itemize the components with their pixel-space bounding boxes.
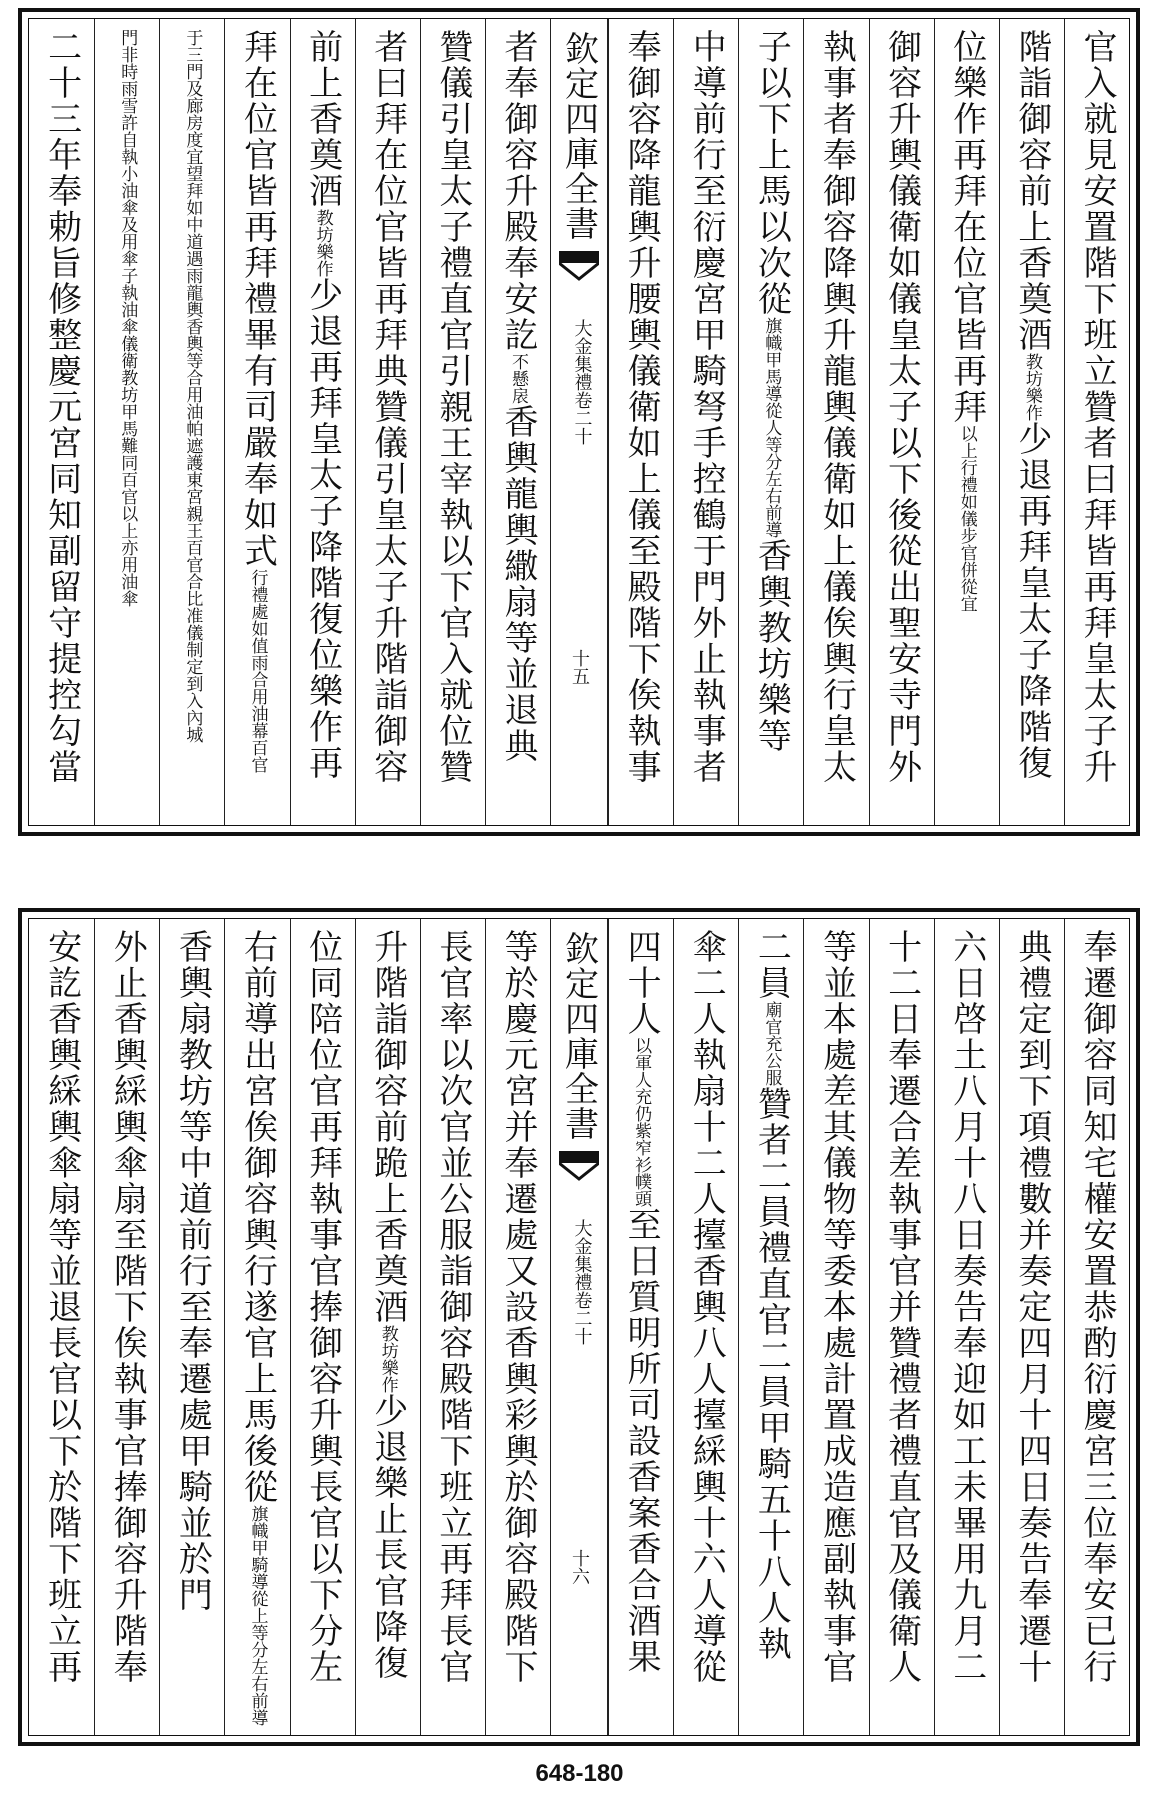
bottom-page-folio-number: 十六 — [569, 1549, 590, 1585]
top-page-inner-border — [28, 18, 1130, 826]
bottom-page-column-text: 等並本處差其儀物等委本處計置成造應副執事官 — [816, 929, 857, 1685]
bottom-page-column-text: 傘二人執扇十二人擡香輿八人擡綵輿十六人導從 — [686, 929, 727, 1685]
bottom-page-text-column — [290, 919, 355, 1735]
top-page-column-text: 位樂作再拜在位官皆再拜以上行禮如儀步官併從宜 — [946, 29, 987, 612]
top-page-column-text: 子以下上馬以次從旗幟甲馬導從人等分左右前導香輿教坊樂等 — [751, 29, 792, 754]
bottom-page-column-text: 典禮定到下項禮數并奏定四月十四日奏告奉遷十 — [1011, 929, 1052, 1685]
top-page-text-column — [803, 19, 868, 825]
bottom-page-column-text: 四十人以軍人充仍紫窄衫幞頭至日質明所司設香案香合酒果 — [621, 929, 662, 1675]
top-page — [18, 8, 1140, 836]
bottom-page-text-column — [159, 919, 224, 1735]
top-page-column-text: 中導前行至衍慶宮甲騎弩手控鶴于門外止執事者 — [686, 29, 727, 785]
annotation-note: 以上行禮如儀步官併從宜 — [956, 425, 977, 612]
bottom-page-text-column — [355, 919, 420, 1735]
top-page-text-column — [29, 19, 94, 825]
top-page-column-text: 拜在位官皆再拜禮畢有司嚴奉如式行禮處如值雨合用油幕百官 — [237, 29, 278, 773]
bottom-page-text-column — [608, 919, 673, 1735]
top-page-folio-number: 十五 — [569, 649, 590, 685]
bottom-page-text-column — [934, 919, 999, 1735]
top-page-text-column — [934, 19, 999, 825]
bottom-page-column-text: 等於慶元宮并奉遷處又設香輿彩輿於御容殿階下 — [497, 929, 538, 1685]
bottom-page-column-text: 升階詣御容前跪上香奠酒教坊樂作少退樂止長官降復 — [367, 929, 408, 1681]
top-page-text-column — [224, 19, 289, 825]
bottom-page-text-column — [224, 919, 289, 1735]
annotation-note: 于三門及廊房度宜望拜如中道遇雨龍輿香輿等合用油帕遮護東宮親王百官合比准儀制定到入內城 — [182, 29, 203, 743]
top-page-text-column — [608, 19, 673, 825]
bottom-page-column-text: 十二日奉遷合差執事官并贊禮者禮直官及儀衛人 — [881, 929, 922, 1685]
bottom-page-text-column — [738, 919, 803, 1735]
bottom-page-column-text: 香輿扇教坊等中道前行至奉遷處甲騎並於門 — [172, 929, 213, 1613]
top-page-column-text — [110, 29, 144, 607]
annotation-note: 教坊樂作 — [312, 209, 333, 277]
bottom-page — [18, 908, 1140, 1746]
top-page-text-column — [355, 19, 420, 825]
top-page-column-text: 者奉御容升殿奉安訖不懸扆香輿龍輿繖扇等並退典 — [497, 29, 538, 764]
top-page-text-column — [290, 19, 355, 825]
bottom-page-text-column — [485, 919, 550, 1735]
top-page-text-column — [94, 19, 159, 825]
bottom-page-column-text: 奉遷御容同知宅權安置恭酌衍慶宮三位奉安已行 — [1076, 929, 1117, 1685]
bottom-page-book-series-title: 欽定四庫全書 — [558, 931, 599, 1141]
top-page-column-text: 奉御容降龍輿升腰輿儀衛如上儀至殿階下俟執事 — [621, 29, 662, 785]
top-page-column-text — [175, 29, 209, 743]
top-page-column-text: 階詣御容前上香奠酒教坊樂作少退再拜皇太子降階復 — [1011, 29, 1052, 781]
bottom-page-text-column — [1064, 919, 1129, 1735]
top-page-text-column — [420, 19, 485, 825]
annotation-note: 旗幟甲馬導從人等分左右前導 — [761, 317, 782, 538]
top-page-column-text: 御容升輿儀衛如儀皇太子以下後從出聖安寺門外 — [881, 29, 922, 785]
annotation-note: 不懸扆 — [507, 353, 528, 404]
annotation-note: 教坊樂作 — [377, 1325, 398, 1393]
bottom-page-column-text: 六日啓土八月十八日奏告奉迎如工未畢用九月二 — [946, 929, 987, 1685]
bottom-page-text-column — [869, 919, 934, 1735]
book-title-part: 大金集禮 — [571, 319, 593, 391]
bottom-page-text-column — [29, 919, 94, 1735]
fish-tail-ornament — [559, 251, 599, 281]
annotation-note: 旗幟甲騎導從上等分左右前導 — [247, 1505, 268, 1726]
bottom-page-column-text: 安訖香輿綵輿傘扇等並退長官以下於階下班立再 — [41, 929, 82, 1685]
top-page-book-title — [568, 319, 591, 445]
bottom-page-text-column — [94, 919, 159, 1735]
top-page-column-text: 二十三年奉勅旨修整慶元宮同知副留守提控勾當 — [41, 29, 82, 785]
top-page-center-column — [550, 19, 608, 825]
bottom-page-text-column — [803, 919, 868, 1735]
bottom-page-inner-border — [28, 918, 1130, 1736]
top-page-column-text: 贊儀引皇太子禮直官引親王宰執以下官入就位贊 — [432, 29, 473, 785]
top-page-column-text: 官入就見安置階下班立贊者曰拜皆再拜皇太子升 — [1076, 29, 1117, 785]
top-page-text-column — [673, 19, 738, 825]
top-page-text-column — [159, 19, 224, 825]
bottom-page-column-text: 長官率以次官並公服詣御容殿階下班立再拜長官 — [432, 929, 473, 1685]
bottom-page-column-text: 位同陪位官再拜執事官捧御容升輿長官以下分左 — [302, 929, 343, 1685]
annotation-note: 以軍人充仍紫窄衫幞頭 — [631, 1037, 652, 1207]
annotation-note: 廟官充公服 — [761, 1001, 782, 1086]
annotation-note: 教坊樂作 — [1021, 353, 1042, 421]
top-page-text-column — [1064, 19, 1129, 825]
top-page-text-column — [738, 19, 803, 825]
bottom-page-column-text: 外止香輿綵輿傘扇至階下俟執事官捧御容升階奉 — [107, 929, 148, 1685]
top-page-book-series-title: 欽定四庫全書 — [558, 31, 599, 241]
top-page-column-text: 執事者奉御容降輿升龍輿儀衛如上儀俟輿行皇太 — [816, 29, 857, 785]
book-title-part: 卷二十 — [571, 391, 593, 445]
top-page-text-column — [485, 19, 550, 825]
book-title-part: 卷二十 — [571, 1291, 593, 1345]
bottom-page-center-column — [550, 919, 608, 1735]
top-page-column-text: 者曰拜在位官皆再拜典贊儀引皇太子升階詣御容 — [367, 29, 408, 785]
top-page-text-column — [869, 19, 934, 825]
bottom-page-text-column — [999, 919, 1064, 1735]
annotation-note: 行禮處如值雨合用油幕百官 — [247, 569, 268, 773]
bottom-page-column-text: 右前導出宮俟御容輿行遂官上馬後從旗幟甲騎導從上等分左右前導 — [237, 929, 278, 1726]
bottom-page-text-column — [673, 919, 738, 1735]
annotation-note: 門非時雨雪許自執小油傘及用傘子執油傘儀衛教坊甲馬難同百官以上亦用油傘 — [117, 29, 138, 607]
top-page-text-column — [999, 19, 1064, 825]
book-title-part: 大金集禮 — [571, 1219, 593, 1291]
top-page-column-text: 前上香奠酒教坊樂作少退再拜皇太子降階復位樂作再 — [302, 29, 343, 781]
bottom-page-column-text: 二員廟官充公服贊者二員禮直官二員甲騎五十八人執 — [751, 929, 792, 1662]
page-footer-number: 648-180 — [535, 1760, 624, 1787]
fish-tail-ornament — [559, 1151, 599, 1181]
bottom-page-book-title — [568, 1219, 591, 1345]
bottom-page-text-column — [420, 919, 485, 1735]
